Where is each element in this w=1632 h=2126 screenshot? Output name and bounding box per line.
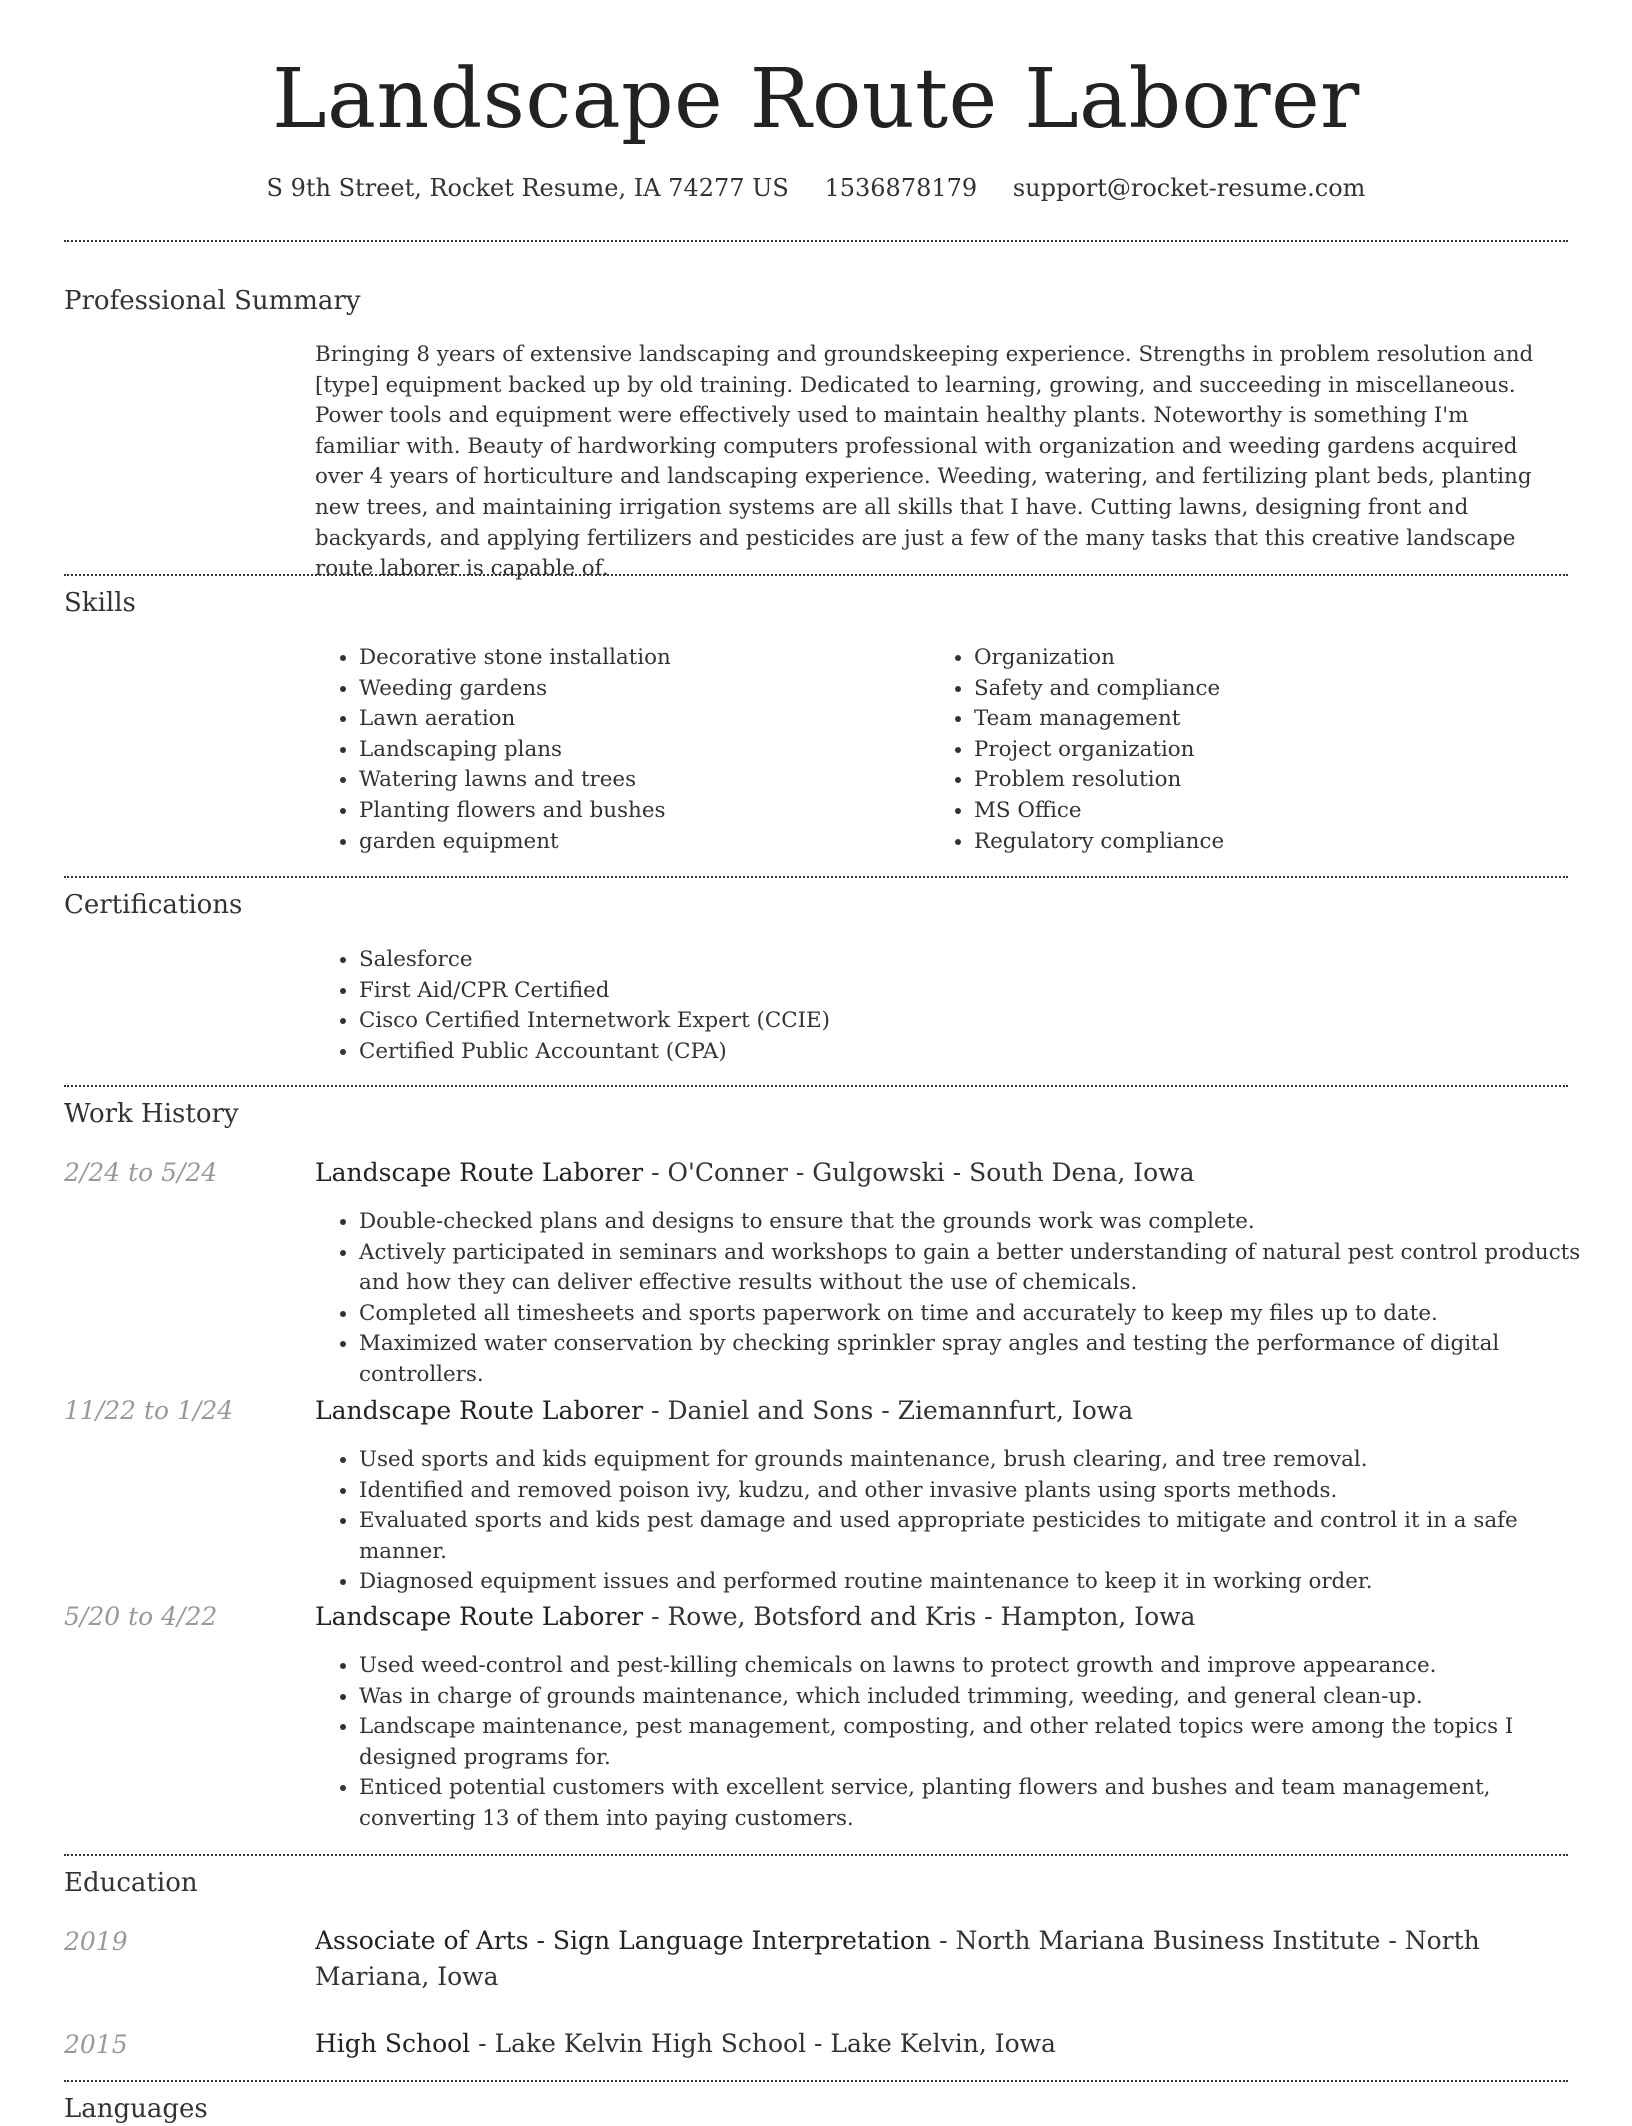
list-item: • Decorative stone installation <box>359 643 919 674</box>
summary-text: Bringing 8 years of extensive landscaping and groundskeeping experience. Strengths in problem resolution and [type] equipment backed up by old training. Dedicated to learning, growing, and succeeding in miscellaneous. Power tools and equipment were effectively used to maintain healthy plants. Noteworthy is something I'm familiar with. Beauty of hardworking computers professional with organization and weeding gardens acquired over 4 years of horticulture and landscaping experience. Weeding, watering, and fertilizing plant beds, planting new trees, and maintaining irrigation systems are all skills that I have. Cutting lawns, designing front and backyards, and applying fertilizers and pesticides are just a few of the many tasks that this creative landscape route laborer is capable of. <box>315 342 1534 582</box>
skills-heading: Skills <box>64 588 136 618</box>
job-employer: - Daniel and Sons - Ziemannfurt, Iowa <box>643 1396 1134 1425</box>
list-item: • Diagnosed equipment issues and performed routine maintenance to keep it in working order. <box>359 1567 1609 1598</box>
section-divider <box>64 876 1568 878</box>
list-item: • Certified Public Accountant (CPA) <box>359 1037 1559 1068</box>
job-employer: - O'Conner - Gulgowski - South Dena, Iowa <box>643 1158 1195 1187</box>
job-title <box>315 1155 1565 1191</box>
education-degree: Associate of Arts - Sign Language Interpretation <box>315 1926 932 1955</box>
education-school: - Lake Kelvin High School - Lake Kelvin, Iowa <box>470 2029 1056 2058</box>
certifications-list <box>315 945 1559 1067</box>
education-entry <box>315 2026 1565 2062</box>
section-divider <box>64 1854 1568 1856</box>
education-entry <box>315 1923 1565 1995</box>
list-item: • Cisco Certified Internetwork Expert (CCIE) <box>359 1006 1559 1037</box>
skills-list-left <box>315 643 919 857</box>
list-item: • Regulatory compliance <box>974 827 1574 858</box>
list-item: • Organization <box>974 643 1574 674</box>
section-divider <box>64 1085 1568 1087</box>
list-item: • Planting flowers and bushes <box>359 796 919 827</box>
list-item: • Identified and removed poison ivy, kudzu, and other invasive plants using sports methods. <box>359 1476 1609 1507</box>
list-item: • Team management <box>974 704 1574 735</box>
list-item: • Actively participated in seminars and workshops to gain a better understanding of natural pest control products and how they can deliver effective results without the use of chemicals. <box>359 1238 1609 1299</box>
list-item: • garden equipment <box>359 827 919 858</box>
education-heading: Education <box>64 1868 198 1898</box>
summary-heading: Professional Summary <box>64 286 361 316</box>
education-degree: High School <box>315 2029 471 2058</box>
section-divider <box>64 574 1568 576</box>
job-bullets <box>315 1445 1609 1598</box>
job-dates: 5/20 to 4/22 <box>64 1602 218 1631</box>
job-dates: 2/24 to 5/24 <box>64 1158 218 1187</box>
list-item: • Watering lawns and trees <box>359 765 919 796</box>
job-role: Landscape Route Laborer <box>315 1602 644 1631</box>
list-item: • Used sports and kids equipment for grounds maintenance, brush clearing, and tree removal. <box>359 1445 1609 1476</box>
job-title <box>315 1599 1565 1635</box>
languages-heading: Languages <box>64 2094 208 2124</box>
list-item: • Lawn aeration <box>359 704 919 735</box>
list-item: • Landscape maintenance, pest management, composting, and other related topics were among the topics I designed programs for. <box>359 1712 1609 1773</box>
job-role: Landscape Route Laborer <box>315 1158 644 1187</box>
list-item: • Salesforce <box>359 945 1559 976</box>
contact-line <box>0 170 1632 206</box>
list-item: • Landscaping plans <box>359 735 919 766</box>
list-item: • First Aid/CPR Certified <box>359 976 1559 1007</box>
job-role: Landscape Route Laborer <box>315 1396 644 1425</box>
list-item: • Project organization <box>974 735 1574 766</box>
candidate-name: Landscape Route Laborer <box>272 52 1360 147</box>
section-divider <box>64 2080 1568 2082</box>
list-item: • Was in charge of grounds maintenance, which included trimming, weeding, and general clean-up. <box>359 1682 1609 1713</box>
job-bullets <box>315 1207 1609 1391</box>
list-item: • MS Office <box>974 796 1574 827</box>
job-dates: 11/22 to 1/24 <box>64 1396 234 1425</box>
education-year: 2019 <box>64 1927 128 1956</box>
list-item: • Safety and compliance <box>974 674 1574 705</box>
work-history-heading: Work History <box>64 1099 239 1129</box>
education-school: - North Mariana Business Institute - North Mariana, Iowa <box>315 1926 1480 1991</box>
contact-phone: 1536878179 <box>824 174 978 202</box>
certifications-heading: Certifications <box>64 890 243 920</box>
list-item: • Used weed-control and pest-killing chemicals on lawns to protect growth and improve appearance. <box>359 1651 1609 1682</box>
section-divider <box>64 240 1568 242</box>
list-item: • Evaluated sports and kids pest damage and used appropriate pesticides to mitigate and control it in a safe manner. <box>359 1506 1609 1567</box>
list-item: • Maximized water conservation by checking sprinkler spray angles and testing the performance of digital controllers. <box>359 1329 1609 1390</box>
job-employer: - Rowe, Botsford and Kris - Hampton, Iowa <box>643 1602 1196 1631</box>
list-item: • Weeding gardens <box>359 674 919 705</box>
contact-email: support@rocket-resume.com <box>1012 174 1366 202</box>
skills-list-right <box>930 643 1574 857</box>
list-item: • Completed all timesheets and sports paperwork on time and accurately to keep my files up to date. <box>359 1299 1609 1330</box>
list-item: • Enticed potential customers with excellent service, planting flowers and bushes and team management, converting 13 of them into paying customers. <box>359 1773 1609 1834</box>
job-title <box>315 1393 1565 1429</box>
education-year: 2015 <box>64 2030 128 2059</box>
list-item: • Problem resolution <box>974 765 1574 796</box>
list-item: • Double-checked plans and designs to ensure that the grounds work was complete. <box>359 1207 1609 1238</box>
job-bullets <box>315 1651 1609 1835</box>
contact-address: S 9th Street, Rocket Resume, IA 74277 US <box>266 174 789 202</box>
